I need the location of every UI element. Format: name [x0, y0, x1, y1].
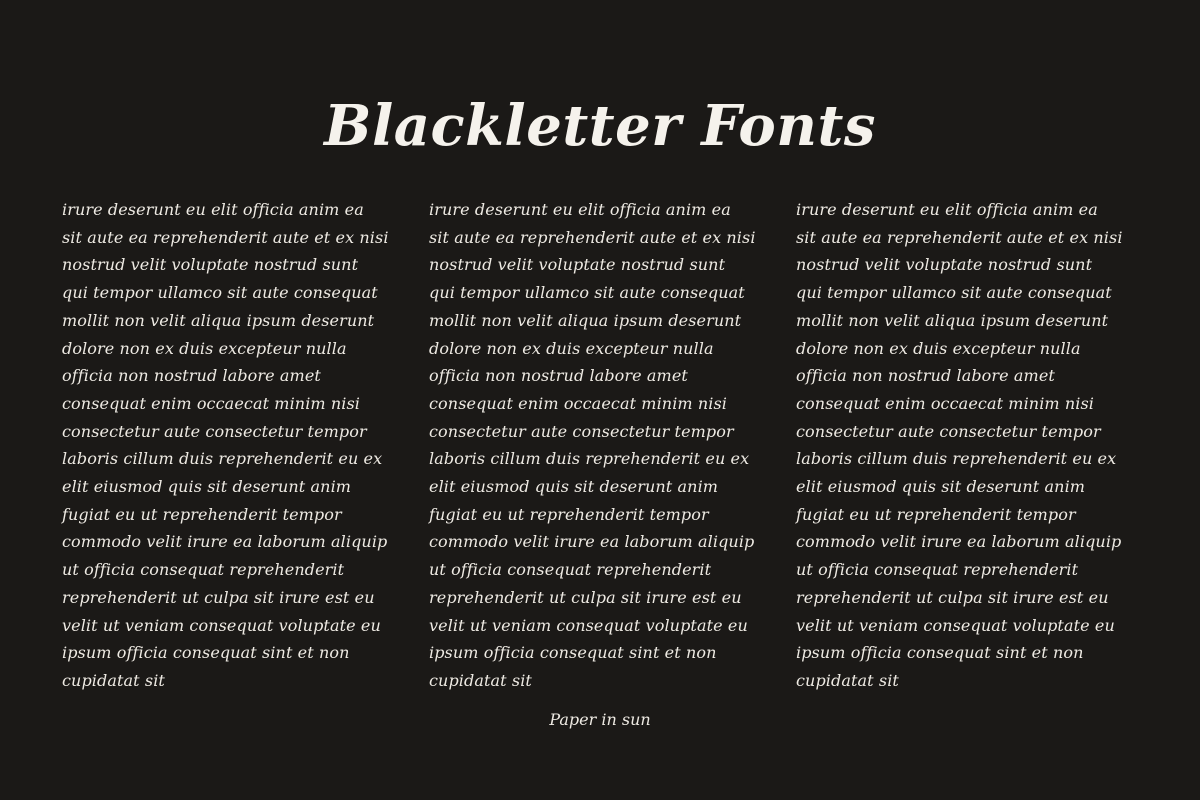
- text-line: consequat enim occaecat minim nisi: [796, 393, 1095, 413]
- text-line: commodo velit irure ea laborum aliquip: [796, 532, 1122, 552]
- text-columns: [0, 196, 1200, 696]
- text-line: qui tempor ullamco sit aute consequat: [62, 283, 378, 303]
- text-line: laboris cillum duis reprehenderit eu ex: [796, 449, 1117, 469]
- text-line: fugiat eu ut reprehenderit tempor: [796, 504, 1076, 524]
- text-line: elit eiusmod quis sit deserunt anim: [429, 477, 719, 497]
- text-line: cupidatat sit: [429, 670, 532, 690]
- text-line: velit ut veniam consequat voluptate eu: [796, 615, 1115, 635]
- text-column-2: [429, 196, 779, 695]
- text-line: officia non nostrud labore amet: [429, 366, 688, 386]
- text-line: consequat enim occaecat minim nisi: [429, 393, 728, 413]
- text-line: consectetur aute consectetur tempor: [62, 421, 367, 441]
- text-line: qui tempor ullamco sit aute consequat: [796, 283, 1112, 303]
- text-line: sit aute ea reprehenderit aute et ex nisi: [62, 227, 389, 247]
- text-line: ut officia consequat reprehenderit: [796, 560, 1079, 580]
- text-line: velit ut veniam consequat voluptate eu: [429, 615, 748, 635]
- text-line: ipsum officia consequat sint et non: [429, 643, 717, 663]
- text-line: sit aute ea reprehenderit aute et ex nisi: [796, 227, 1123, 247]
- text-line: fugiat eu ut reprehenderit tempor: [62, 504, 342, 524]
- text-line: ipsum officia consequat sint et non: [796, 643, 1084, 663]
- text-line: reprehenderit ut culpa sit irure est eu: [429, 587, 742, 607]
- text-line: officia non nostrud labore amet: [62, 366, 321, 386]
- text-line: laboris cillum duis reprehenderit eu ex: [62, 449, 383, 469]
- text-line: reprehenderit ut culpa sit irure est eu: [796, 587, 1109, 607]
- text-line: mollit non velit aliqua ipsum deserunt: [796, 310, 1109, 330]
- text-line: dolore non ex duis excepteur nulla: [429, 338, 714, 358]
- page-title: Blackletter Fonts: [324, 93, 876, 159]
- text-line: commodo velit irure ea laborum aliquip: [62, 532, 388, 552]
- text-line: mollit non velit aliqua ipsum deserunt: [62, 310, 375, 330]
- footer-caption: Paper in sun: [549, 710, 651, 729]
- text-line: dolore non ex duis excepteur nulla: [62, 338, 347, 358]
- text-line: ipsum officia consequat sint et non: [62, 643, 350, 663]
- text-line: qui tempor ullamco sit aute consequat: [429, 283, 745, 303]
- text-line: nostrud velit voluptate nostrud sunt: [429, 255, 726, 275]
- text-line: ut officia consequat reprehenderit: [62, 560, 345, 580]
- text-line: consectetur aute consectetur tempor: [796, 421, 1101, 441]
- text-line: nostrud velit voluptate nostrud sunt: [796, 255, 1093, 275]
- text-line: elit eiusmod quis sit deserunt anim: [62, 477, 352, 497]
- text-line: elit eiusmod quis sit deserunt anim: [796, 477, 1086, 497]
- text-line: nostrud velit voluptate nostrud sunt: [62, 255, 359, 275]
- text-line: sit aute ea reprehenderit aute et ex nisi: [429, 227, 756, 247]
- text-line: consequat enim occaecat minim nisi: [62, 393, 361, 413]
- text-line: irure deserunt eu elit officia anim ea: [796, 200, 1098, 219]
- text-line: irure deserunt eu elit officia anim ea: [429, 200, 731, 219]
- text-line: consectetur aute consectetur tempor: [429, 421, 734, 441]
- text-line: irure deserunt eu elit officia anim ea: [62, 200, 364, 219]
- text-line: dolore non ex duis excepteur nulla: [796, 338, 1081, 358]
- text-line: officia non nostrud labore amet: [796, 366, 1055, 386]
- text-column-3: [796, 196, 1146, 695]
- text-line: ut officia consequat reprehenderit: [429, 560, 712, 580]
- text-line: fugiat eu ut reprehenderit tempor: [429, 504, 709, 524]
- text-line: laboris cillum duis reprehenderit eu ex: [429, 449, 750, 469]
- text-column-1: [62, 196, 412, 695]
- text-line: velit ut veniam consequat voluptate eu: [62, 615, 381, 635]
- text-line: cupidatat sit: [796, 670, 899, 690]
- text-line: mollit non velit aliqua ipsum deserunt: [429, 310, 742, 330]
- text-line: reprehenderit ut culpa sit irure est eu: [62, 587, 375, 607]
- text-line: commodo velit irure ea laborum aliquip: [429, 532, 755, 552]
- text-line: cupidatat sit: [62, 670, 165, 690]
